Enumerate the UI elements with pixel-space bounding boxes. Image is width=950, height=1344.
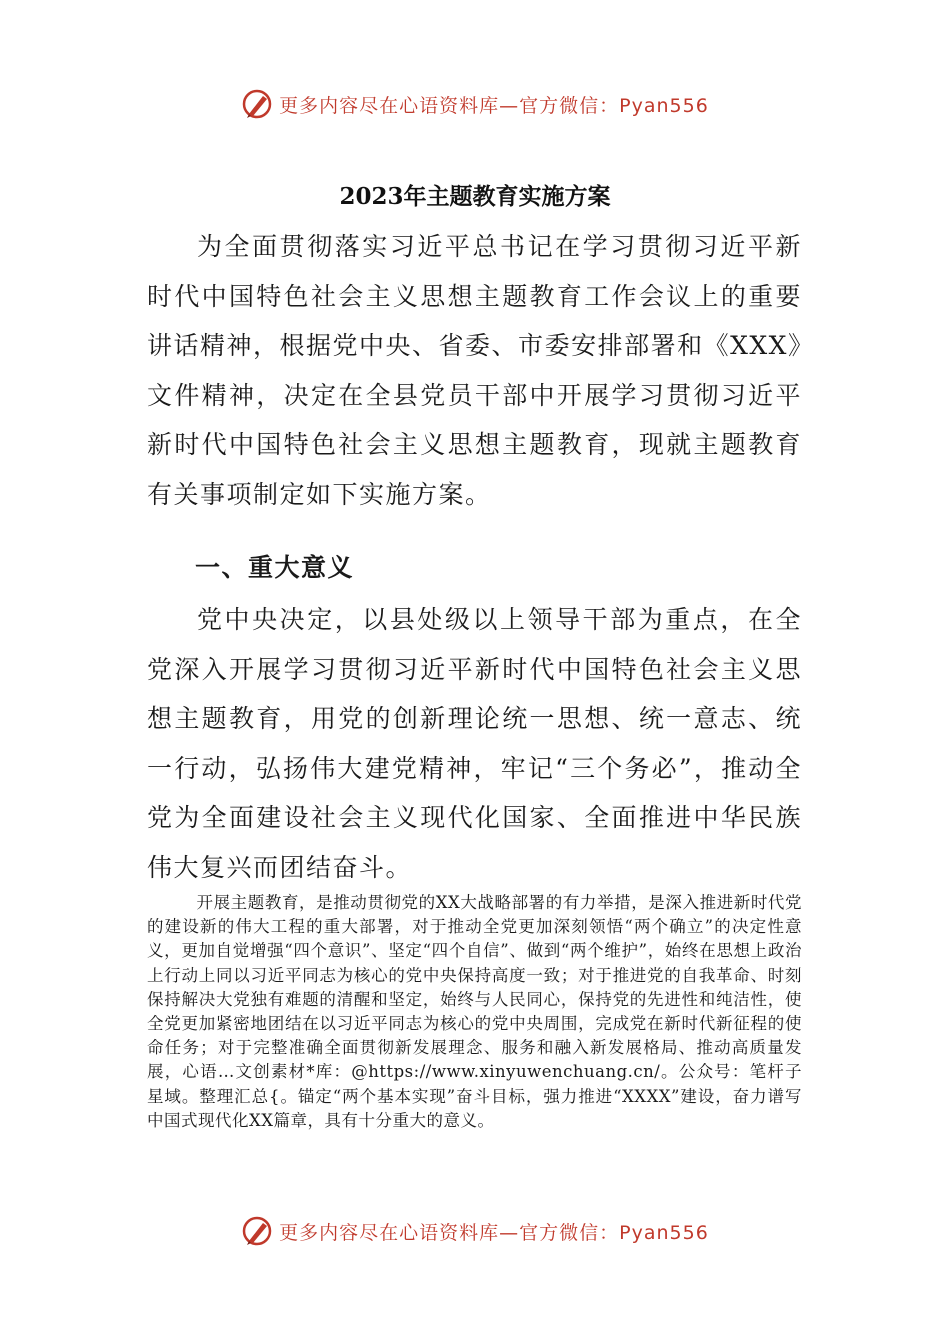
- section-paragraph: 党中央决定，以县处级以上领导干部为重点，在全党深入开展学习贯彻习近平新时代中国特色社会主义思想主题教育，用党的创新理论统一思想、统一意志、统一行动，弘扬伟大建党精神，牢记“三个务必”，推动全党为全面建设社会主义现代化国家、全面推进中华民族伟大复兴而团结奋斗。: [147, 605, 802, 882]
- intro-paragraph: 为全面贯彻落实习近平总书记在学习贯彻习近平新时代中国特色社会主义思想主题教育工作会议上的重要讲话精神，根据党中央、省委、市委安排部署和《XXX》文件精神，决定在全县党员干部中开展学习贯彻习近平新时代中国特色社会主义思想主题教育，现就主题教育有关事项制定如下实施方案。: [147, 232, 802, 509]
- watermark-text: 更多内容尽在心语资料库—官方微信：Pyan556: [279, 1221, 709, 1244]
- watermark-text: 更多内容尽在心语资料库—官方微信：Pyan556: [279, 94, 709, 117]
- detail-paragraph: 开展主题教育，是推动贯彻党的XX大战略部署的有力举措，是深入推进新时代党的建设新的伟大工程的重大部署，对于推动全党更加深刻领悟“两个确立”的决定性意义，更加自觉增强“四个意识”、坚定“四个自信”、做到“两个维护”，始终在思想上政治上行动上同以习近平同志为核心的党中央保持高度一致；对于推进党的自我革命、时刻保持解决大党独有难题的清醒和坚定，始终与人民同心，保持党的先进性和纯洁性，使全党更加紧密地团结在以习近平同志为核心的党中央周围，完成党在新时代新征程的使命任务；对于完整准确全面贯彻新发展理念、服务和融入新发展格局、推动高质量发展，心语…文创素材*库：@https://www.xinyuwenchuang.cn/。公众号：笔杆子星域。整理汇总{。锚定“两个基本实现”奋斗目标，强力推进“XXXX”建设，奋力谱写中国式现代化XX篇章，具有十分重大的意义。: [147, 893, 802, 1130]
- pen-logo-icon: [241, 1215, 273, 1247]
- document-title: 2023年主题教育实施方案: [339, 183, 611, 210]
- pen-logo-icon: [241, 88, 273, 120]
- section-heading: 一、重大意义: [195, 553, 355, 582]
- watermark-banner-top: [0, 84, 950, 124]
- watermark-banner-bottom: [0, 1211, 950, 1251]
